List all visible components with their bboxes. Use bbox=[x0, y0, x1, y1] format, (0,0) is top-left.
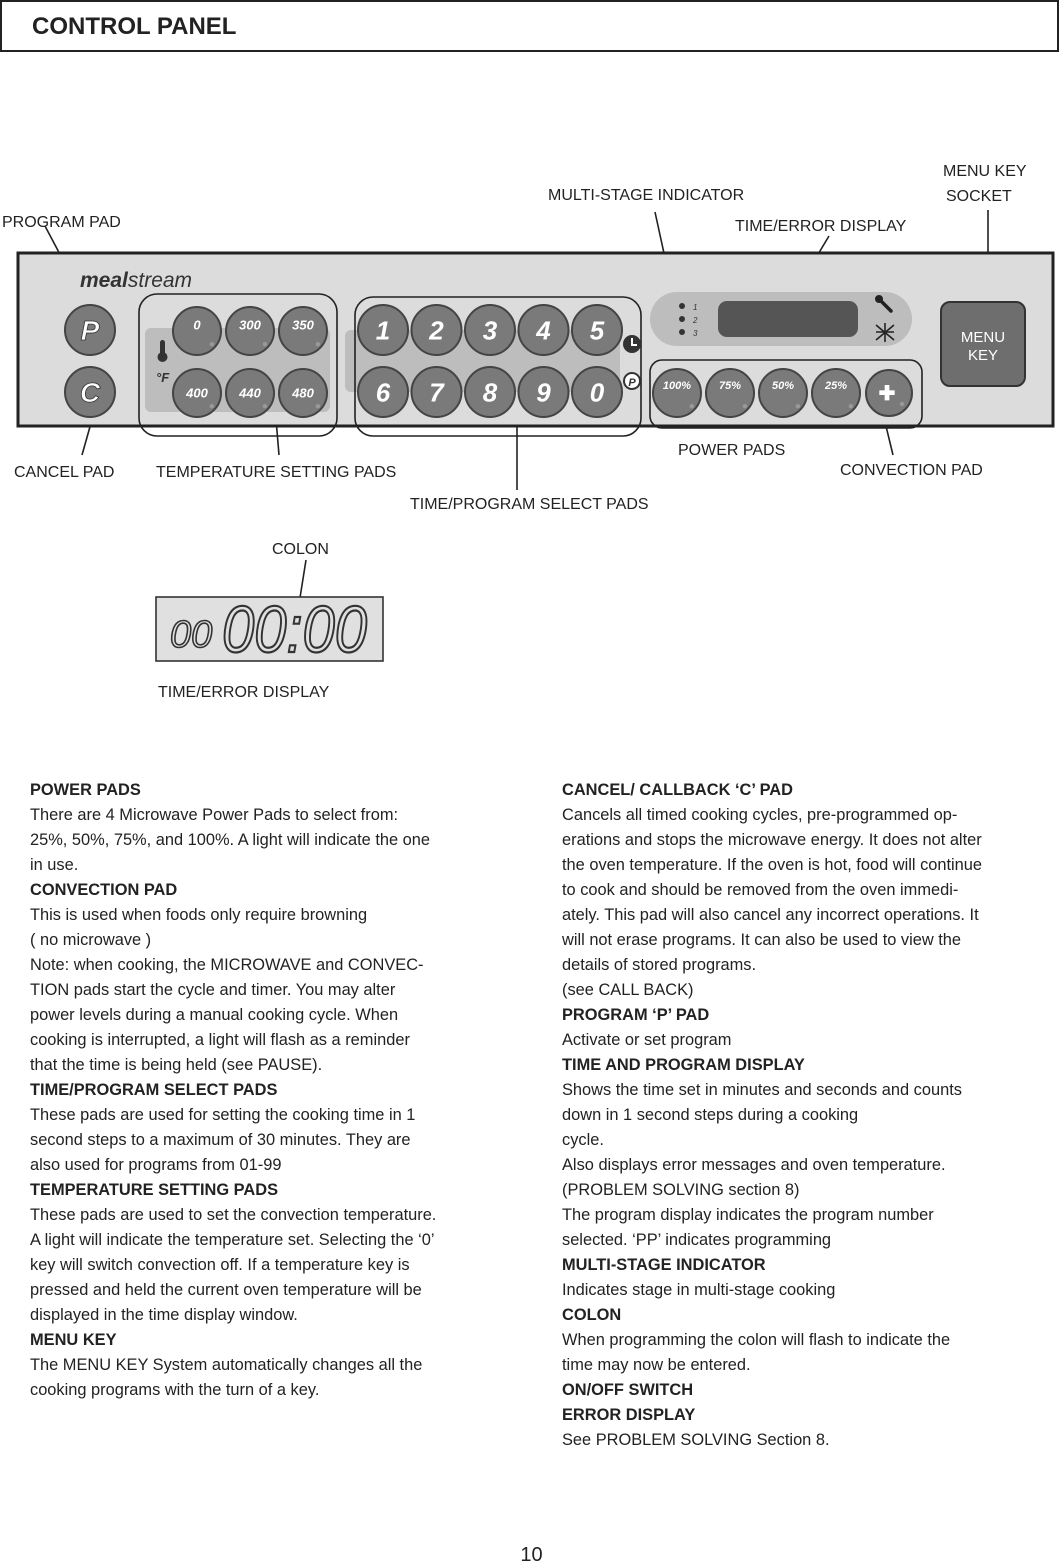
digit-pad-4-label: 4 bbox=[536, 315, 551, 346]
temp-pad-480-label: 480 bbox=[292, 385, 314, 401]
callout-menu-key-socket-line1: MENU KEY bbox=[943, 163, 1027, 180]
right-heading-2: TIME AND PROGRAM DISPLAY bbox=[562, 1056, 805, 1074]
temp-pad-0-indicator-light bbox=[210, 342, 214, 346]
digit-pad-2-label: 2 bbox=[429, 315, 444, 346]
digit-pad-2[interactable] bbox=[412, 305, 462, 355]
left-heading-0: POWER PADS bbox=[30, 781, 141, 799]
right-column bbox=[562, 778, 1037, 1453]
digit-pad-6[interactable] bbox=[358, 367, 408, 417]
power-pad-50-indicator-light bbox=[796, 404, 800, 408]
temp-pad-480[interactable] bbox=[279, 369, 327, 417]
control-panel-diagram bbox=[0, 0, 1063, 720]
temp-unit-label: °F bbox=[156, 370, 170, 385]
temp-pad-0[interactable] bbox=[173, 307, 221, 355]
right-heading-4: COLON bbox=[562, 1306, 622, 1324]
right-heading-0: CANCEL/ CALLBACK ‘C’ PAD bbox=[562, 781, 793, 799]
digit-pad-3[interactable] bbox=[465, 305, 515, 355]
temp-pad-440-indicator-light bbox=[263, 404, 267, 408]
temp-pad-300-indicator-light bbox=[263, 342, 267, 346]
right-line-2-3: Also displays error messages and oven temperature. bbox=[562, 1156, 946, 1174]
digit-pad-0-alt-label: 0 bbox=[589, 377, 605, 408]
brand-logo: mealstream bbox=[80, 269, 193, 292]
program-pad-label: P bbox=[80, 315, 100, 346]
digit-pad-1[interactable] bbox=[358, 305, 408, 355]
callout-colon: COLON bbox=[272, 541, 329, 558]
temp-pad-300-label: 300 bbox=[239, 317, 261, 333]
page-title: CONTROL PANEL bbox=[32, 13, 237, 40]
digit-pad-0-alt[interactable] bbox=[572, 367, 622, 417]
right-line-0-6: details of stored programs. bbox=[562, 956, 757, 974]
digit-pad-8-label: 8 bbox=[482, 377, 498, 408]
power-pad-75[interactable] bbox=[706, 369, 754, 417]
svg-text:MENU: MENU bbox=[960, 329, 1006, 346]
left-line-4-1: cooking programs with the turn of a key. bbox=[30, 1381, 320, 1399]
right-line-0-5: will not erase programs. It can also be used to view the bbox=[562, 931, 962, 949]
callout-power-pads: POWER PADS bbox=[678, 442, 786, 459]
svg-text:1: 1 bbox=[693, 303, 698, 312]
left-line-1-3: TION pads start the cycle and timer. You may alter bbox=[30, 981, 396, 999]
right-line-0-7: (see CALL BACK) bbox=[562, 981, 694, 999]
digit-pad-7[interactable] bbox=[412, 367, 462, 417]
right-heading-3: MULTI-STAGE INDICATOR bbox=[562, 1256, 766, 1274]
digit-pad-7-label: 7 bbox=[429, 377, 444, 408]
right-line-0-0: Cancels all timed cooking cycles, pre-programmed op- bbox=[562, 806, 958, 824]
right-line-2-5: The program display indicates the program number bbox=[562, 1206, 934, 1224]
time-digits: 00:00 bbox=[222, 592, 368, 666]
right-line-2-4: (PROBLEM SOLVING section 8) bbox=[562, 1181, 800, 1199]
right-line-2-1: down in 1 second steps during a cooking bbox=[562, 1106, 859, 1124]
callout-convection-pad: CONVECTION PAD bbox=[840, 462, 983, 479]
left-heading-3: TEMPERATURE SETTING PADS bbox=[30, 1181, 278, 1199]
callout-time-program-pads: TIME/PROGRAM SELECT PADS bbox=[410, 496, 649, 513]
right-line-0-1: erations and stops the microwave energy. It does not alter bbox=[562, 831, 982, 849]
temp-pad-440[interactable] bbox=[226, 369, 274, 417]
digit-pad-1-label: 1 bbox=[375, 315, 391, 346]
callout-time-error-top: TIME/ERROR DISPLAY bbox=[735, 218, 907, 235]
temp-pad-350[interactable] bbox=[279, 307, 327, 355]
power-pad-75-label: 75% bbox=[718, 379, 742, 392]
digit-pad-8[interactable] bbox=[465, 367, 515, 417]
callout-multi-stage: MULTI-STAGE INDICATOR bbox=[548, 187, 745, 204]
power-pad-25-indicator-light bbox=[849, 404, 853, 408]
convection-pad[interactable] bbox=[866, 370, 912, 416]
digit-pad-5-label: 5 bbox=[589, 315, 605, 346]
program-badge-icon bbox=[624, 373, 640, 389]
svg-text:3: 3 bbox=[693, 329, 698, 338]
left-line-3-0: These pads are used to set the convection temperature. bbox=[30, 1206, 437, 1224]
left-line-3-1: A light will indicate the temperature set. Selecting the ‘0’ bbox=[30, 1231, 435, 1249]
power-pad-25-label: 25% bbox=[824, 379, 848, 392]
left-line-2-0: These pads are used for setting the cooking time in 1 bbox=[30, 1106, 416, 1124]
fan-symbol-icon: ✚ bbox=[878, 383, 896, 405]
right-line-2-6: selected. ‘PP’ indicates programming bbox=[562, 1231, 832, 1249]
temp-pad-400-indicator-light bbox=[210, 404, 214, 408]
right-line-6-0: See PROBLEM SOLVING Section 8. bbox=[562, 1431, 830, 1449]
callout-menu-key-socket-line2: SOCKET bbox=[946, 188, 1012, 205]
power-pad-75-indicator-light bbox=[743, 404, 747, 408]
callout-time-error-bottom: TIME/ERROR DISPLAY bbox=[158, 684, 330, 701]
digit-pad-5[interactable] bbox=[572, 305, 622, 355]
right-line-0-4: ately. This pad will also cancel any incorrect operations. It bbox=[562, 906, 979, 924]
digit-pad-4[interactable] bbox=[519, 305, 569, 355]
left-line-2-1: second steps to a maximum of 30 minutes. They are bbox=[30, 1131, 411, 1149]
right-line-2-0: Shows the time set in minutes and seconds and counts bbox=[562, 1081, 962, 1099]
svg-text:P: P bbox=[628, 377, 636, 389]
digit-pad-3-label: 3 bbox=[482, 315, 498, 346]
digit-pad-9-label: 9 bbox=[536, 377, 551, 408]
svg-text:KEY: KEY bbox=[967, 347, 999, 364]
left-line-1-4: power levels during a manual cooking cycle. When bbox=[30, 1006, 399, 1024]
left-line-1-2: Note: when cooking, the MICROWAVE and CONVEC- bbox=[30, 956, 424, 974]
left-column bbox=[30, 778, 505, 1403]
program-number-digits: 00 bbox=[170, 614, 213, 656]
callout-temperature-pads: TEMPERATURE SETTING PADS bbox=[156, 464, 397, 481]
power-pad-100-label: 100% bbox=[662, 379, 692, 392]
left-line-0-2: in use. bbox=[30, 856, 79, 874]
temp-pad-400[interactable] bbox=[173, 369, 221, 417]
left-heading-2: TIME/PROGRAM SELECT PADS bbox=[30, 1081, 278, 1099]
callout-cancel-pad: CANCEL PAD bbox=[14, 464, 115, 481]
power-pad-100[interactable] bbox=[653, 369, 701, 417]
temp-pad-480-indicator-light bbox=[316, 404, 320, 408]
left-line-4-0: The MENU KEY System automatically changes all the bbox=[30, 1356, 423, 1374]
temp-pad-440-label: 440 bbox=[239, 385, 261, 401]
svg-text:2: 2 bbox=[693, 316, 698, 325]
right-line-3-0: Indicates stage in multi-stage cooking bbox=[562, 1281, 836, 1299]
left-line-0-0: There are 4 Microwave Power Pads to select from: bbox=[30, 806, 399, 824]
cancel-pad[interactable] bbox=[65, 367, 115, 417]
page-number: 10 bbox=[520, 1544, 543, 1566]
left-line-2-2: also used for programs from 01-99 bbox=[30, 1156, 282, 1174]
temp-pad-350-indicator-light bbox=[316, 342, 320, 346]
right-heading-6: ERROR DISPLAY bbox=[562, 1406, 696, 1424]
temp-pad-400-label: 400 bbox=[186, 385, 208, 401]
power-pad-50[interactable] bbox=[759, 369, 807, 417]
power-pad-50-label: 50% bbox=[771, 379, 795, 392]
program-pad[interactable] bbox=[65, 305, 115, 355]
left-line-3-4: displayed in the time display window. bbox=[30, 1306, 298, 1324]
left-line-1-5: cooking is interrupted, a light will flash as a reminder bbox=[30, 1031, 410, 1049]
right-line-2-2: cycle. bbox=[562, 1131, 604, 1149]
left-line-1-1: ( no microwave ) bbox=[30, 931, 152, 949]
digit-pad-6-label: 6 bbox=[375, 377, 391, 408]
right-line-4-1: time may now be entered. bbox=[562, 1356, 751, 1374]
left-line-3-2: key will switch convection off. If a temperature key is bbox=[30, 1256, 410, 1274]
temp-pad-350-label: 350 bbox=[292, 317, 314, 333]
right-line-0-3: to cook and should be removed from the oven immedi- bbox=[562, 881, 959, 899]
left-line-0-1: 25%, 50%, 75%, and 100%. A light will indicate the one bbox=[30, 831, 431, 849]
right-heading-1: PROGRAM ‘P’ PAD bbox=[562, 1006, 710, 1024]
left-line-3-3: pressed and held the current oven temperature will be bbox=[30, 1281, 422, 1299]
power-pad-25[interactable] bbox=[812, 369, 860, 417]
left-line-1-6: that the time is being held (see PAUSE). bbox=[30, 1056, 323, 1074]
left-line-1-0: This is used when foods only require browning bbox=[30, 906, 368, 924]
temp-pad-0-label: 0 bbox=[193, 317, 201, 333]
temp-pad-300[interactable] bbox=[226, 307, 274, 355]
power-pad-100-indicator-light bbox=[690, 404, 694, 408]
right-line-0-2: the oven temperature. If the oven is hot, food will continue bbox=[562, 856, 983, 874]
left-heading-1: CONVECTION PAD bbox=[30, 881, 178, 899]
time-error-display-window bbox=[718, 301, 858, 337]
cancel-pad-label: C bbox=[79, 377, 101, 408]
digit-pad-9[interactable] bbox=[519, 367, 569, 417]
right-line-1-0: Activate or set program bbox=[562, 1031, 732, 1049]
right-heading-5: ON/OFF SWITCH bbox=[562, 1381, 694, 1399]
callout-program-pad: PROGRAM PAD bbox=[2, 214, 121, 231]
right-line-4-0: When programming the colon will flash to indicate the bbox=[562, 1331, 951, 1349]
left-heading-4: MENU KEY bbox=[30, 1331, 117, 1349]
menu-key-socket[interactable] bbox=[941, 302, 1025, 386]
clock-icon bbox=[623, 335, 641, 353]
